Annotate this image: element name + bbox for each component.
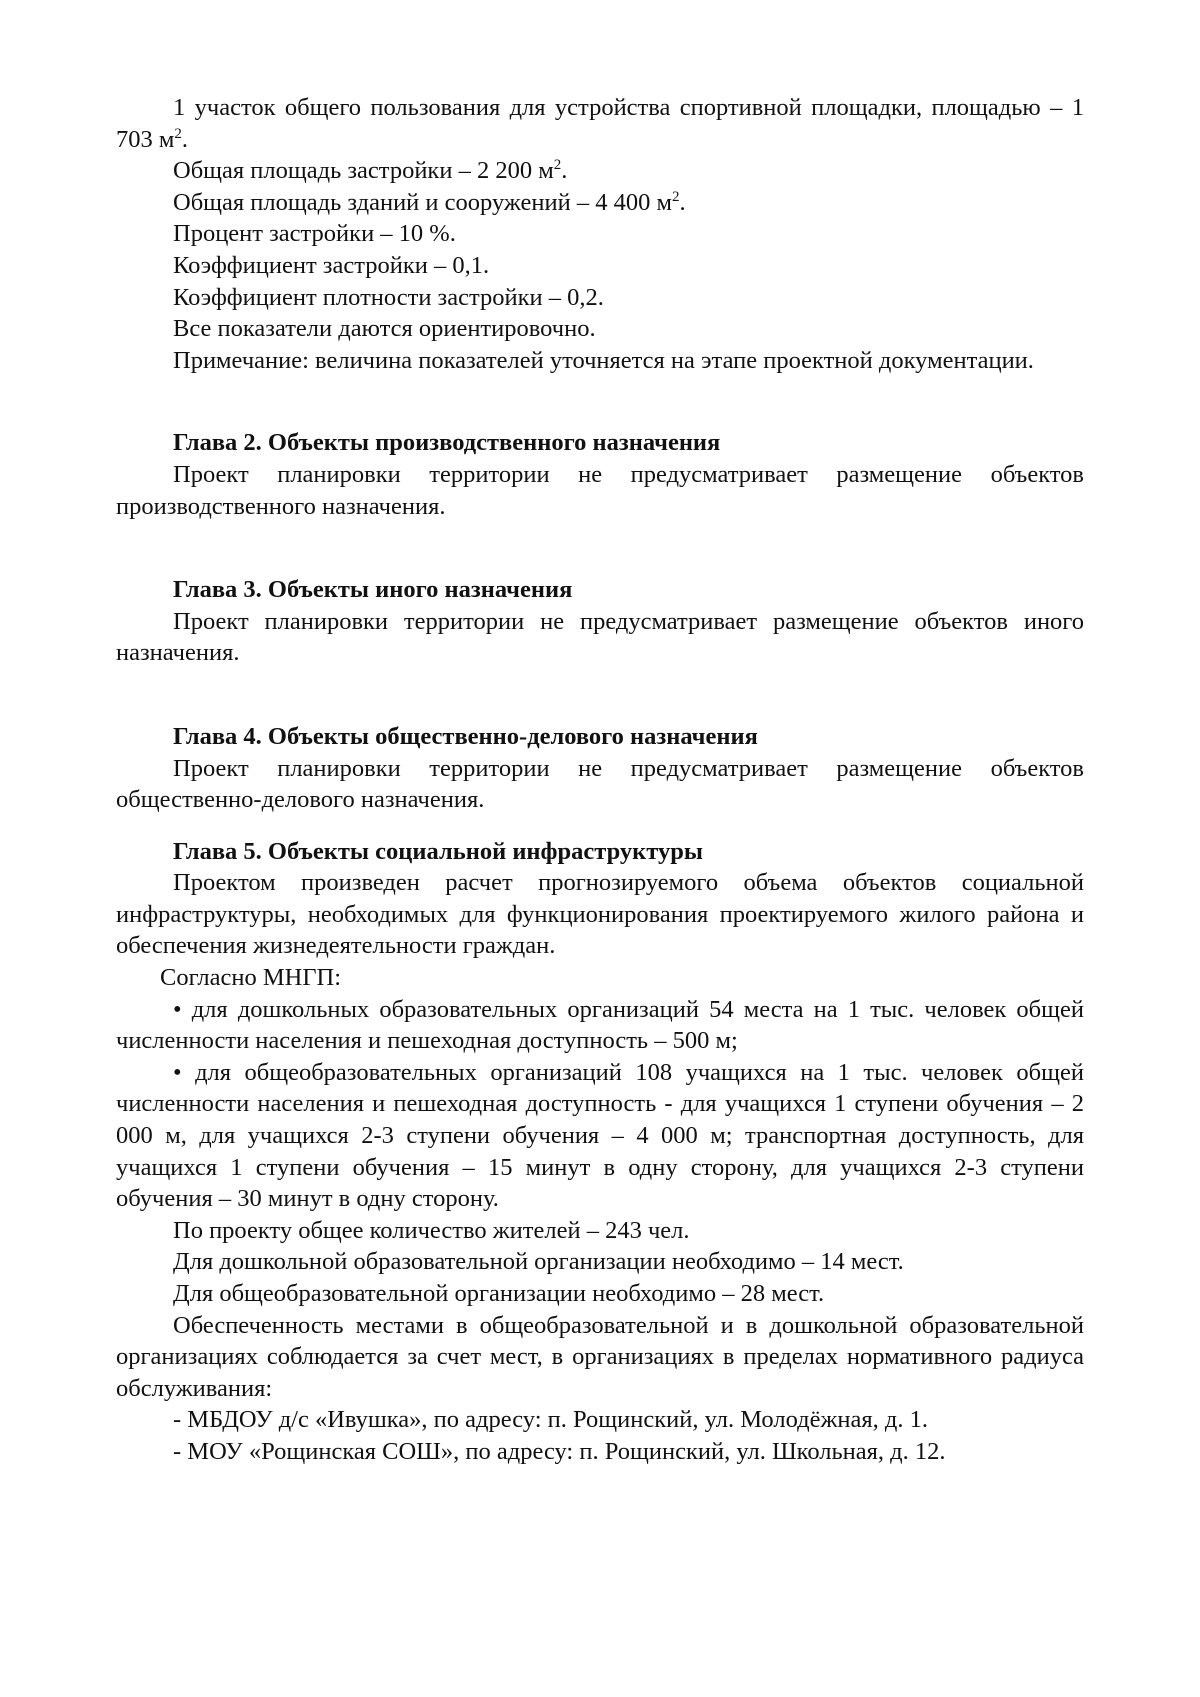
superscript-2: 2 bbox=[553, 157, 562, 174]
school-norm-bullet bbox=[116, 1057, 1084, 1215]
bullet-symbol: • bbox=[173, 995, 182, 1023]
building-coefficient-paragraph: Коэффициент застройки – 0,1. bbox=[173, 251, 490, 279]
building-area-paragraph bbox=[116, 155, 1084, 187]
building-percent-paragraph: Процент застройки – 10 %. bbox=[173, 220, 456, 248]
indicators-approx-paragraph: Все показатели даются ориентировочно. bbox=[173, 315, 596, 343]
spacer bbox=[116, 376, 1084, 427]
spacer bbox=[116, 816, 1084, 836]
chapter-2-text: Проект планировки территории не предусматривает размещение объектов производственного назначения. bbox=[116, 460, 1084, 520]
chapter-5-heading: Глава 5. Объекты социальной инфраструктуры bbox=[173, 837, 703, 865]
mngp-paragraph: Согласно МНГП: bbox=[160, 964, 341, 992]
school-norm-text: для общеобразовательных организаций 108 учащихся на 1 тыс. человек общей численности населения и пешеходная доступность - для учащихся 1 ступени обучения – 2 000 м, для учащихся 2-3 ступени обучения – 4 000 м; транспортная доступность, для учащихся 1 ступени обучения – 15 минут в одну сторону, для учащихся 2-3 ступени обучения – 30 минут в одну сторону. bbox=[116, 1058, 1084, 1213]
superscript-2: 2 bbox=[174, 125, 182, 142]
school-address-item: - МОУ «Рощинская СОШ», по адресу: п. Рощинский, ул. Школьная, д. 12. bbox=[173, 1437, 946, 1465]
kindergarten-address-item: - МБДОУ д/с «Ивушка», по адресу: п. Рощинский, ул. Молодёжная, д. 1. bbox=[173, 1406, 928, 1434]
provision-paragraph: Обеспеченность местами в общеобразовательной и в дошкольной образовательной организациях соблюдается за счет мест, в организациях в пределах нормативного радиуса обслуживания: bbox=[116, 1311, 1084, 1402]
residents-count-paragraph: По проекту общее количество жителей – 243 чел. bbox=[173, 1216, 690, 1244]
period: . bbox=[561, 157, 568, 185]
preschool-norm-bullet bbox=[116, 994, 1084, 1057]
chapter-3-text: Проект планировки территории не предусматривает размещение объектов иного назначения. bbox=[116, 607, 1084, 667]
density-coefficient-paragraph: Коэффициент плотности застройки – 0,2. bbox=[173, 283, 604, 311]
total-floor-area-text: Общая площадь зданий и сооружений – 4 400 м bbox=[173, 188, 672, 216]
superscript-2: 2 bbox=[671, 188, 680, 205]
chapter-5-intro-paragraph: Проектом произведен расчет прогнозируемого объема объектов социальной инфраструктуры, необходимых для функционирования проектируемого жилого района и обеспечения жизнедеятельности граждан. bbox=[116, 869, 1084, 960]
building-area-text: Общая площадь застройки – 2 200 м bbox=[173, 157, 554, 185]
period: . bbox=[679, 188, 686, 216]
spacer bbox=[116, 669, 1084, 721]
total-floor-area-paragraph bbox=[116, 187, 1084, 219]
bullet-symbol: • bbox=[173, 1058, 182, 1086]
chapter-3-heading: Глава 3. Объекты иного назначения bbox=[173, 576, 573, 604]
preschool-norm-text: для дошкольных образовательных организаций 54 места на 1 тыс. человек общей численности населения и пешеходная доступность – 500 м; bbox=[116, 995, 1084, 1055]
preschool-places-paragraph: Для дошкольной образовательной организации необходимо – 14 мест. bbox=[173, 1248, 904, 1276]
chapter-4-heading: Глава 4. Объекты общественно-делового назначения bbox=[173, 722, 758, 750]
chapter-4-text: Проект планировки территории не предусматривает размещение объектов общественно-делового назначения. bbox=[116, 754, 1084, 814]
sports-ground-text: 1 участок общего пользования для устройства спортивной площадки, площадью – 1 703 м bbox=[116, 94, 1084, 153]
school-places-paragraph: Для общеобразовательной организации необходимо – 28 мест. bbox=[173, 1280, 825, 1307]
sports-ground-paragraph bbox=[116, 92, 1084, 155]
note-paragraph: Примечание: величина показателей уточняется на этапе проектной документации. bbox=[173, 346, 1034, 374]
period: . bbox=[181, 125, 189, 153]
spacer bbox=[116, 522, 1084, 574]
chapter-2-heading: Глава 2. Объекты производственного назначения bbox=[173, 429, 721, 457]
